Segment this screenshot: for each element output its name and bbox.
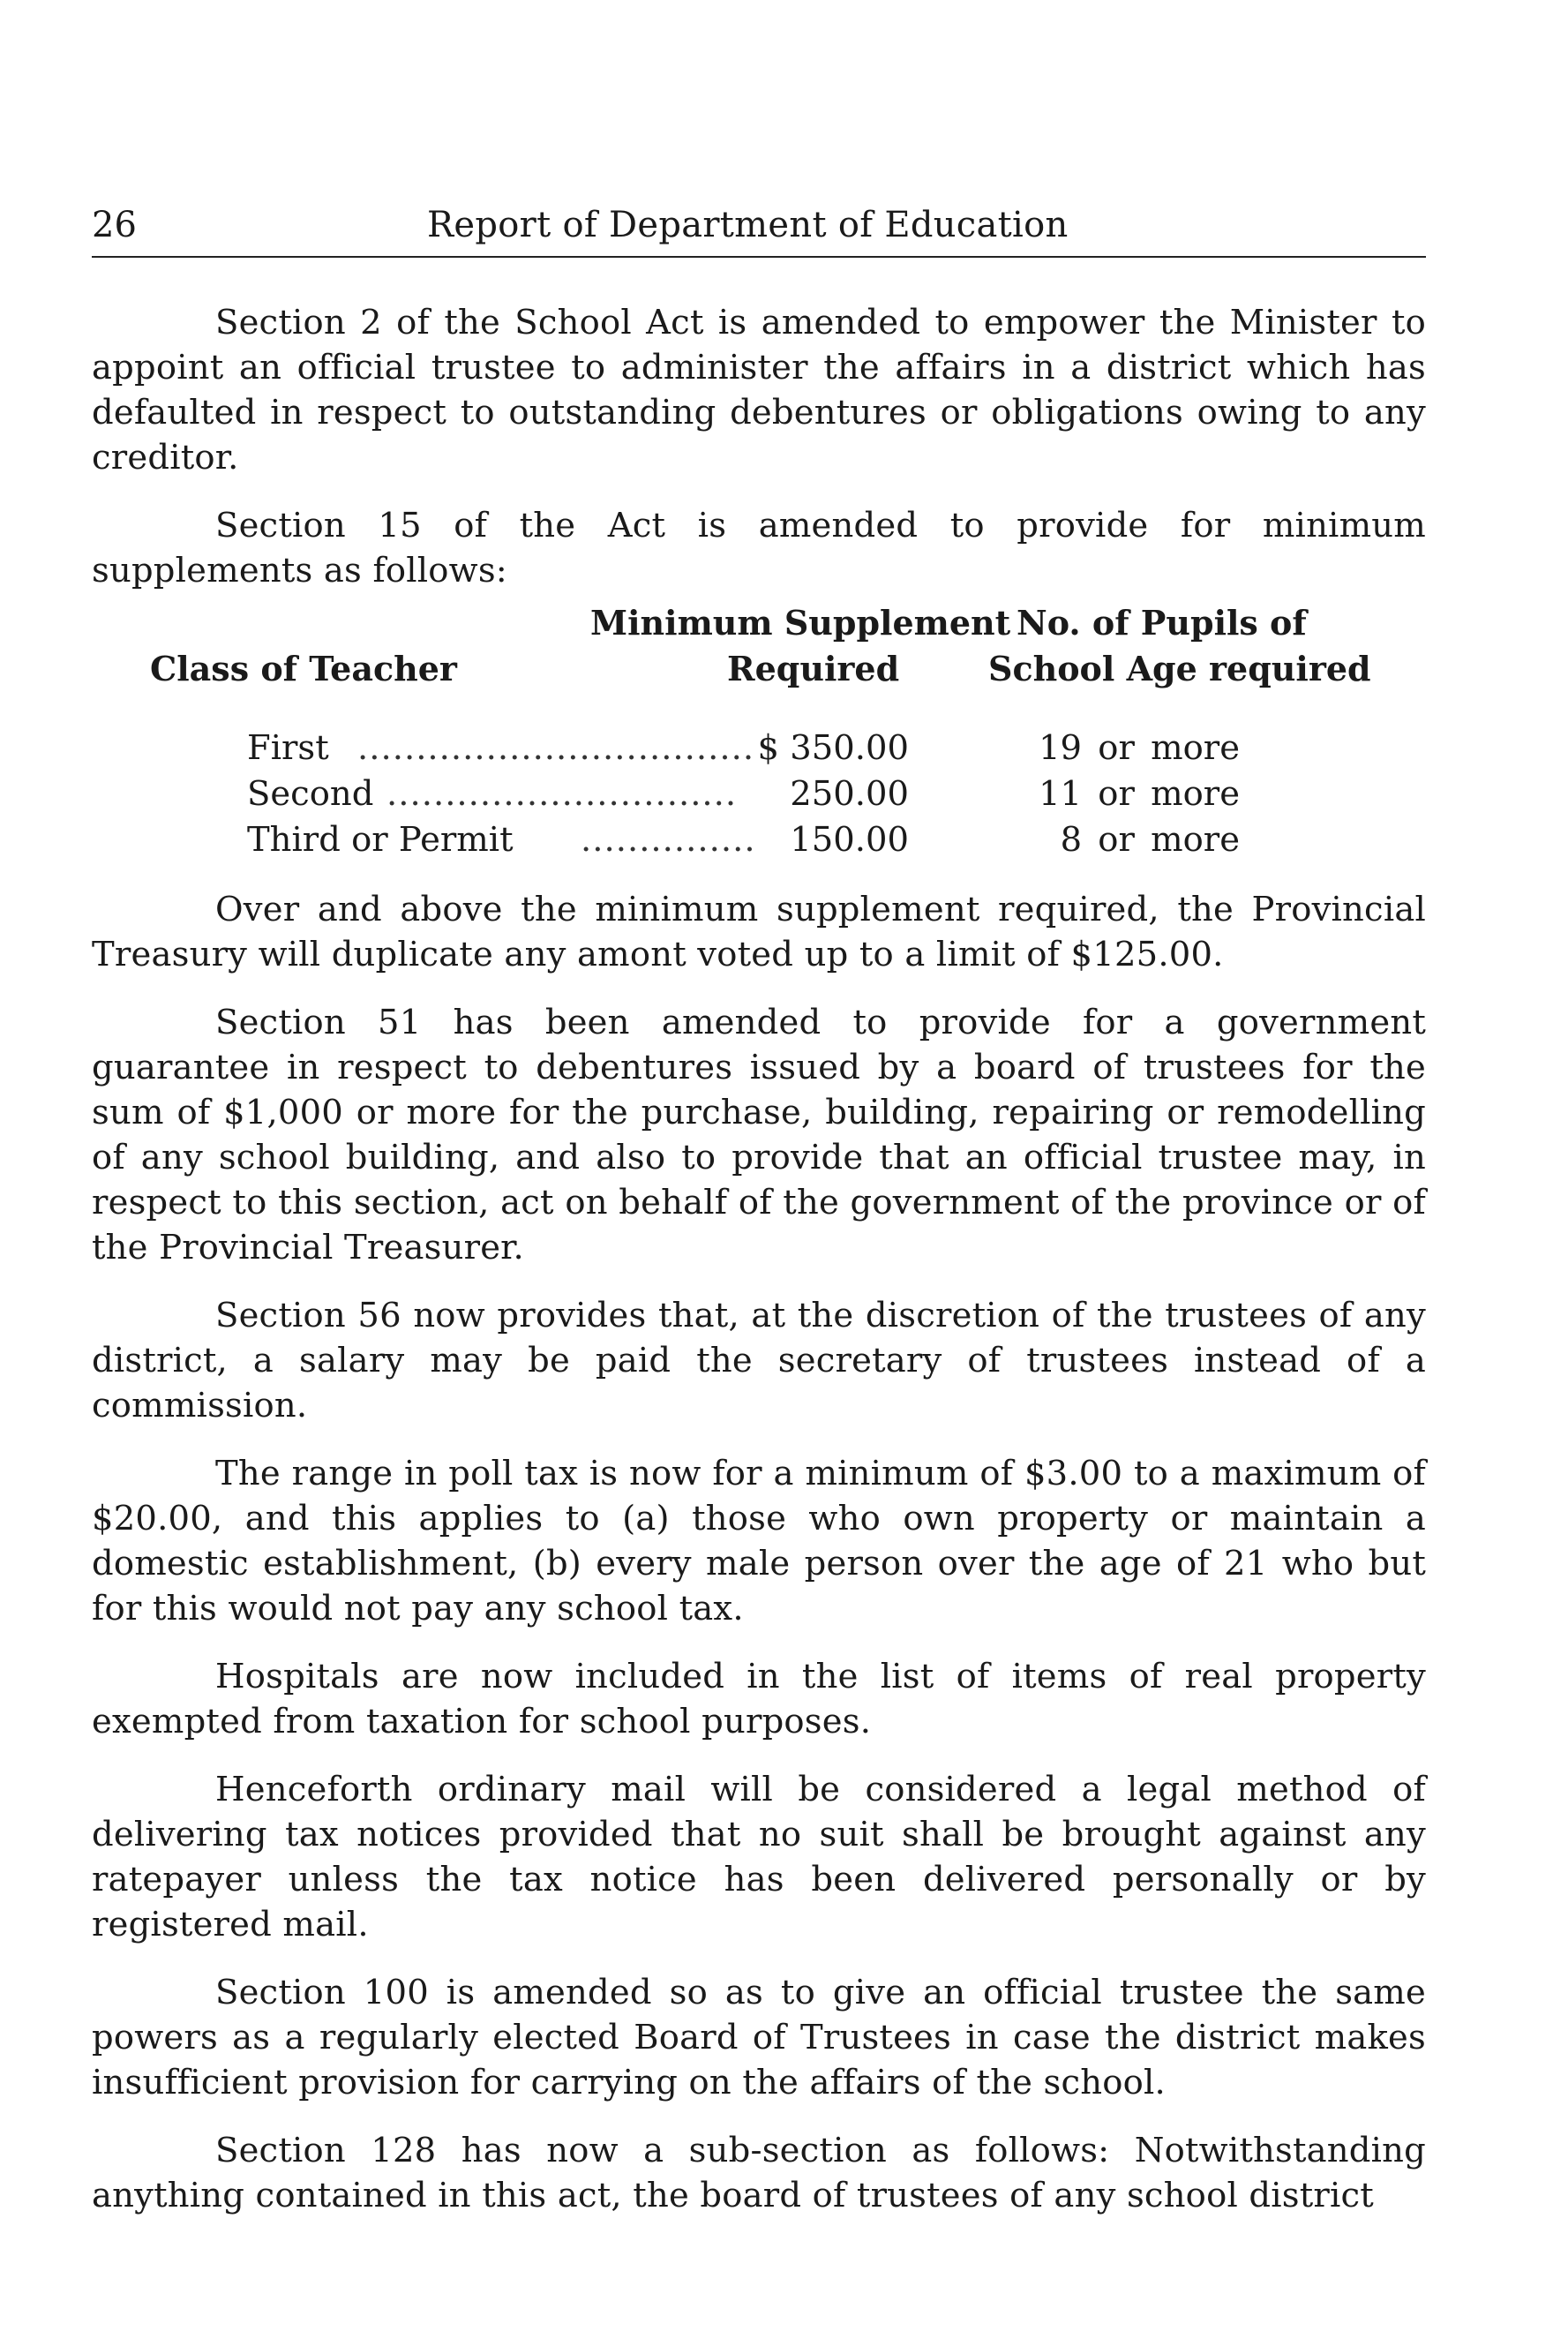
leader-dots: ............... <box>581 820 756 860</box>
paragraph-section-15: Section 15 of the Act is amended to provide for minimum supplements as follows: <box>92 506 1426 590</box>
page-number: 26 <box>92 205 137 245</box>
paragraph-section-56: Section 56 now provides that, at the discretion of the trustees of any district, a salary may be paid the secretary of trustees instead of a commission. <box>92 1296 1426 1425</box>
paragraph-provincial-treasury: Over and above the minimum supplement required, the Provincial Treasury will duplicate any amont voted up to a limit of $125.00. <box>92 890 1426 974</box>
running-title: Report of Department of Education <box>427 205 1069 245</box>
table-cell-class: Second <box>247 774 374 814</box>
paragraph-ordinary-mail: Henceforth ordinary mail will be considered a legal method of delivering tax notices provided that no suit shall be brought against any ratepayer unless the tax notice has been delivered personally or by registered mail. <box>92 1770 1426 1944</box>
leader-dots: .................................. <box>357 728 755 768</box>
paragraph-section-2: Section 2 of the School Act is amended to empower the Minister to appoint an official trustee to administer the affairs in a district which has defaulted in respect to outstanding debentures or obligations owing to any creditor. <box>92 303 1426 478</box>
paragraph-section-100: Section 100 is amended so as to give an official trustee the same powers as a regularly elected Board of Trustees in case the district makes insufficient provision for carrying on the affairs of the school. <box>92 1973 1426 2102</box>
paragraph-hospitals: Hospitals are now included in the list of items of real property exempted from taxation for school purposes. <box>92 1657 1426 1741</box>
body-text <box>92 300 1426 2241</box>
table-row <box>247 817 1394 863</box>
table-cell-pupils: 11 or more <box>1039 774 1240 814</box>
table-cell-pupils: 19 or more <box>1039 728 1240 768</box>
table-header-pupils-line1: No. of Pupils of <box>1017 603 1307 643</box>
supplement-table <box>92 600 1426 869</box>
page-header <box>92 203 1426 258</box>
table-cell-supplement: $ 350.00 <box>757 728 909 768</box>
table-cell-class: Third or Permit <box>247 820 514 860</box>
table-cell-supplement: 150.00 <box>790 820 909 860</box>
table-header-class: Class of Teacher <box>150 649 457 688</box>
table-row <box>247 726 1394 771</box>
table-cell-pupils: 8 or more <box>1060 820 1240 860</box>
table-header-supplement-line2: Required <box>727 649 900 688</box>
table-cell-supplement: 250.00 <box>790 774 909 814</box>
paragraph-poll-tax: The range in poll tax is now for a minimum of $3.00 to a maximum of $20.00, and this applies to (a) those who own property or maintain a domestic establishment, (b) every male person over the age of 21 who but for this would not pay any school tax. <box>92 1454 1426 1628</box>
paragraph-section-128: Section 128 has now a sub-section as follows: Notwithstanding anything contained in this act, the board of trustees of any school district <box>92 2131 1426 2215</box>
table-cell-class: First <box>247 728 329 768</box>
paragraph-section-51: Section 51 has been amended to provide for a government guarantee in respect to debentures issued by a board of trustees for the sum of $1,000 or more for the purchase, building, repairing or remodelling of any school building, and also to provide that an official trustee may, in respect to this section, act on behalf of the government of the province or of the Provincial Treasurer. <box>92 1003 1426 1267</box>
leader-dots: .............................. <box>386 774 738 814</box>
table-row <box>247 771 1394 817</box>
table-header-supplement-line1: Minimum Supplement <box>590 603 1011 643</box>
table-header-pupils-line2: School Age required <box>988 649 1371 688</box>
